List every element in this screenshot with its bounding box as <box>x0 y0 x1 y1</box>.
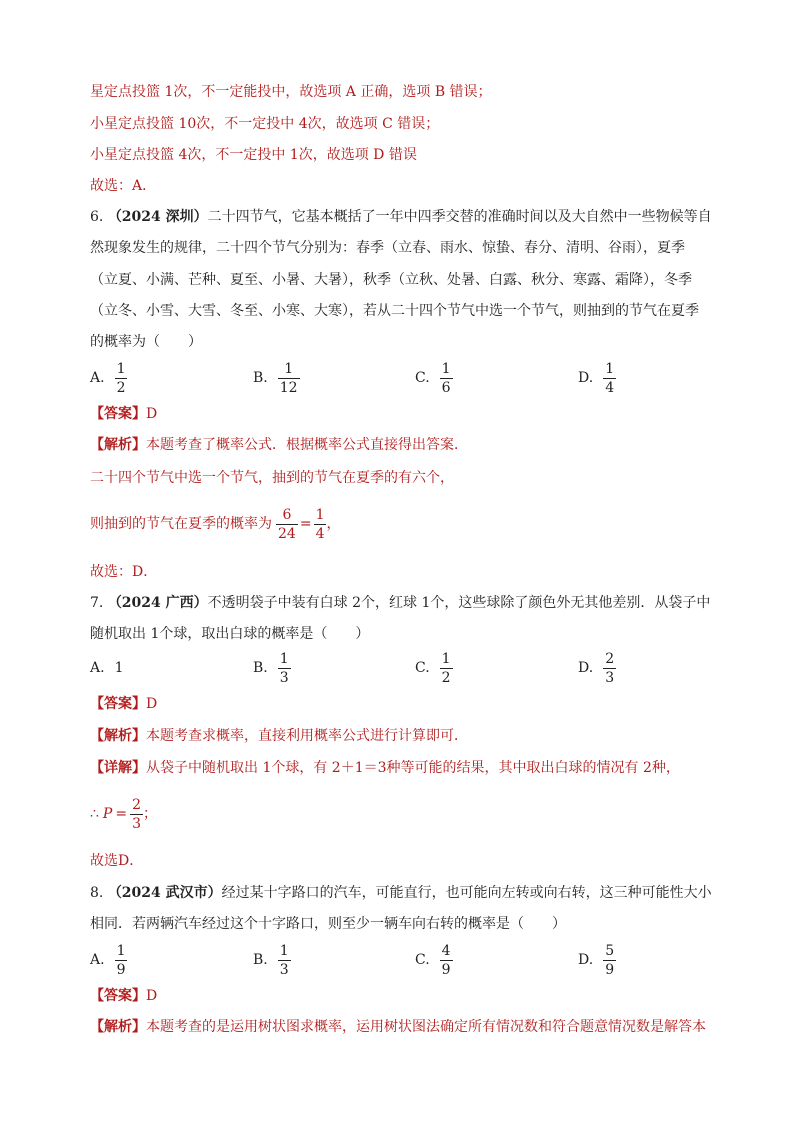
q6-option-a: A. $\frac{1}{2}$ <box>90 360 126 396</box>
q6-explanation-line-2: 二十四个节气中选一个节气，抽到的节气在夏季的有六个， <box>90 470 454 486</box>
fraction: $\frac{1}{2}$ <box>441 650 451 686</box>
fraction: $\frac{1}{9}$ <box>116 942 126 978</box>
q8-option-d: D. $\frac{5}{9}$ <box>578 942 615 978</box>
prev-explanation-line-1: 星定点投篮 1次，不一定能投中，故选项 A 正确，选项 B 错误； <box>90 84 492 100</box>
prev-explanation-line-3: 小星定点投篮 4次，不一定投中 1次，故选项 D 错误 <box>90 147 417 163</box>
fraction: $\frac{1}{3}$ <box>279 650 289 686</box>
q7-number: 7. <box>90 595 104 611</box>
q6-stem-line-5: 的概率为（ ） <box>90 334 202 350</box>
q7-probability-line: ∴ P = $\frac{2}{3}$ ； <box>90 796 157 832</box>
q6-source: （2024 深圳） <box>107 209 208 225</box>
q6-explanation: 【解析】本题考查了概率公式．根据概率公式直接得出答案． <box>90 437 468 453</box>
fraction: $\frac{5}{9}$ <box>605 942 615 978</box>
prev-conclusion: 故选：A． <box>90 178 157 194</box>
q8-source: （2024 武汉市） <box>107 885 222 901</box>
q7-stem-line-2: 随机取出 1个球，取出白球的概率是（ ） <box>90 626 370 642</box>
q6-explanation-line-3: 则抽到的节气在夏季的概率为 $\frac{6}{24}$ = $\frac{1}{4}$ ， <box>90 506 341 542</box>
fraction: $\frac{1}{4}$ <box>315 506 325 542</box>
q6-stem-line-3: （立夏、小满、芒种、夏至、小暑、大暑），秋季（立秋、处暑、白露、秋分、寒露、霜降），冬季 <box>90 272 692 288</box>
q8-stem-line-2: 相同．若两辆汽车经过这个十字路口，则至少一辆车向右转的概率是（ ） <box>90 916 566 932</box>
q6-option-d: D. $\frac{1}{4}$ <box>578 360 615 396</box>
fraction: $\frac{2}{3}$ <box>605 650 615 686</box>
q8-option-c: C. $\frac{4}{9}$ <box>415 942 451 978</box>
fraction: $\frac{1}{6}$ <box>441 360 451 396</box>
q8-text-1: 经过某十字路口的汽车，可能直行，也可能向左转或向右转，这三种可能性大小 <box>221 885 712 901</box>
q8-answer: 【答案】D <box>90 988 158 1004</box>
q8-options <box>90 938 650 982</box>
q7-option-a: A. 1 <box>90 660 124 676</box>
q7-source: （2024 广西） <box>107 595 208 611</box>
q6-text-1: 二十四节气，它基本概括了一年中四季交替的准确时间以及大自然中一些物候等自 <box>207 209 712 225</box>
q7-option-c: C. $\frac{1}{2}$ <box>415 650 451 686</box>
q7-text-1: 不透明袋子中装有白球 2个，红球 1个，这些球除了颜色外无其他差别．从袋子中 <box>207 595 711 611</box>
q7-explanation: 【解析】本题考查求概率，直接利用概率公式进行计算即可． <box>90 728 468 744</box>
fraction: $\frac{1}{3}$ <box>279 942 289 978</box>
q6-answer: 【答案】D <box>90 406 158 422</box>
fraction: $\frac{2}{3}$ <box>132 796 141 832</box>
fraction: $\frac{6}{24}$ <box>278 506 296 542</box>
q6-number: 6. <box>90 209 104 225</box>
q7-option-d: D. $\frac{2}{3}$ <box>578 650 615 686</box>
q6-option-b: B. $\frac{1}{12}$ <box>253 360 298 396</box>
q6-option-c: C. $\frac{1}{6}$ <box>415 360 451 396</box>
q6-options <box>90 356 650 400</box>
q6-stem-line-4: （立冬、小雪、大雪、冬至、小寒、大寒），若从二十四个节气中选一个节气，则抽到的节气在夏季 <box>90 303 699 319</box>
q7-options <box>90 646 650 690</box>
q8-number: 8. <box>90 885 104 901</box>
q7-option-b: B. $\frac{1}{3}$ <box>253 650 289 686</box>
fraction: $\frac{1}{2}$ <box>116 360 126 396</box>
q7-conclusion: 故选D． <box>90 853 144 869</box>
q7-stem-line-1 <box>90 593 710 613</box>
q6-stem-line-1 <box>90 207 712 227</box>
q8-option-b: B. $\frac{1}{3}$ <box>253 942 289 978</box>
prev-explanation-line-2: 小星定点投篮 10次，不一定投中 4次，故选项 C 错误； <box>90 116 440 132</box>
fraction: $\frac{1}{4}$ <box>605 360 615 396</box>
q8-stem-line-1 <box>90 883 712 903</box>
q7-detail: 【详解】从袋子中随机取出 1个球，有 2＋1＝3种等可能的结果，其中取出白球的情况有 2种， <box>90 760 680 776</box>
q6-stem-line-2: 然现象发生的规律，二十四个节气分别为：春季（立春、雨水、惊蛰、春分、清明、谷雨），夏季 <box>90 240 685 256</box>
fraction: $\frac{1}{12}$ <box>279 360 298 396</box>
fraction: $\frac{4}{9}$ <box>441 942 451 978</box>
q8-option-a: A. $\frac{1}{9}$ <box>90 942 126 978</box>
q6-conclusion: 故选：D． <box>90 564 158 580</box>
q7-answer: 【答案】D <box>90 696 158 712</box>
q8-explanation: 【解析】本题考查的是运用树状图求概率，运用树状图法确定所有情况数和符合题意情况数是解答本 <box>90 1019 706 1035</box>
